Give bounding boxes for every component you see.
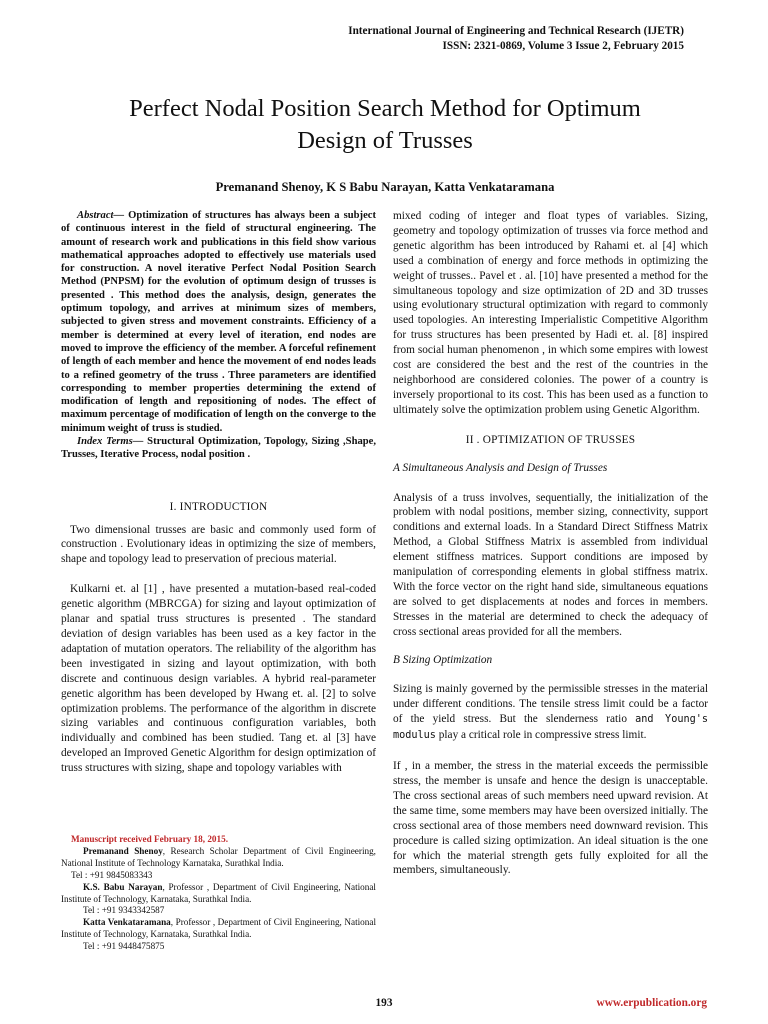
index-terms-text: Structural Optimization, Topology, Sizing ,Shape, Trusses, Iterative Process, nodal position . — [61, 436, 377, 461]
author-2-affiliation: K.S. Babu Narayan, Professor , Department of Civil Engineering, National Institute of Technology, Karnataka, Surathkal India. — [61, 881, 376, 904]
author-list: Premanand Shenoy, K S Babu Narayan, Katta Venkataramana — [215, 180, 555, 194]
index-terms-label: Index Terms— — [77, 436, 144, 448]
page-number: 193 — [375, 997, 393, 1009]
author-footnote — [61, 834, 376, 953]
abstract-label: Abstract— — [77, 210, 125, 221]
author-3-name: Katta Venkataramana — [83, 917, 171, 928]
right-column — [393, 209, 708, 878]
section-heading-introduction: I. INTRODUCTION — [169, 500, 268, 513]
section-heading-optimization: II . OPTIMIZATION OF TRUSSES — [465, 433, 636, 446]
modulus-symbol-text: and Young's modulus — [393, 714, 708, 742]
journal-header — [224, 24, 684, 54]
sizing-paragraph-1: Sizing is mainly governed by the permissible stresses in the material under different conditions. The tensile stress limit could be a factor of the yield stress. But the slenderness ratio and Young's modulus play a critical role in compressive stress limit. — [393, 683, 708, 742]
author-2-name: K.S. Babu Narayan — [83, 881, 163, 892]
author-1-tel: Tel : +91 9845083343 — [71, 869, 153, 880]
author-2-tel: Tel : +91 9343342587 — [83, 905, 165, 916]
subsection-a-paragraph: Analysis of a truss involves, sequentially, the initialization of the problem with nodal positions, member sizing, connectivity, support conditions and external loads. In a Standard Direct Stiffness Matrix Method, a Global Stiffness Matrix is assembled from individual element stiffness matrices. Support conditions are imposed by manipulation of corresponding elements in global stiffness matrix. With the force vector on the right hand side, simultaneous equations are solved to get displacements at nodes and forces in members. Stresses in the material are determined to check the adequacy of cross sectional areas provided for all the members. — [393, 491, 708, 638]
author-3-tel: Tel : +91 9448475875 — [83, 941, 165, 952]
title-line-1: Perfect Nodal Position Search Method for Optimum — [129, 95, 641, 122]
publisher-url[interactable]: www.erpublication.org — [596, 997, 707, 1009]
sizing-paragraph-2: If , in a member, the stress in the material exceeds the permissible stress, the member is unsafe and hence the design is unacceptable. The cross sectional areas of such members need upward revision. At the same time, some members may have been oversized initially. The cross sectional area of those members need downward revision. This procedure is called sizing optimization. An ideal situation is the one for which the material strength gets fully exploited for all the members, simultaneously. — [393, 760, 708, 877]
subsection-heading-a: A Simultaneous Analysis and Design of Trusses — [393, 461, 608, 474]
subsection-heading-b: B Sizing Optimization — [393, 653, 493, 666]
abstract-text: Optimization of structures has always been a subject of continuous interest in the field of structural engineering. The amount of research work and publications in this field show various mathematical approaches adopted to effectively use materials used for construction. A novel iterative Perfect Nodal Position Search Method (PNPSM) for the evolution of optimum design of trusses is presented . This method does the analysis, design, generates the optimum topology, and arrives at minimum sizes of members, subjected to given stress and movement constraints. Efficiency of a member is determined at every level of iteration, end nodes are moved to improve the efficiency of the member. A forceful refinement of length of each member and hence the movement of end nodes leads to a refined geometry of the truss . Three parameters are identified corresponding to member properties determining the extend of modification of length and repositioning of nodes. The effect of maximum percentage of modification of length on the converge to the minimum weight of truss is studied. — [61, 210, 376, 434]
author-3-affiliation: Katta Venkataramana, Professor , Department of Civil Engineering, National Institute of Technology, Karnataka, Surathkal India. — [61, 917, 376, 940]
literature-review-continued: mixed coding of integer and float types of variables. Sizing, geometry and topology optimization of trusses via force method and genetic algorithm has been introduced by Rahami et. al [4] which used a combination of energy and force methods in optimizing the weight of trusses.. Pavel et . al. [10] have presented a method for the simultaneous topology and size optimization of 2D and 3D trusses using evolutionary structural optimization with regard to commonly used topologies. An interesting Imperialistic Competitive Algorithm for truss structures has been presented by Hadi et. al. [8] inspired from social human phenomenon , in which some empires with lowest cost are considered the best and the rest of the countries in the neighborhood are considered colonies. The power of a country is inversely proportional to its cost. This has been used as a function to ultimately solve the optimization problem using Genetic Algorithm. — [393, 210, 708, 416]
paper-title — [40, 93, 730, 157]
abstract — [61, 209, 376, 435]
author-1-affiliation: Premanand Shenoy, Research Scholar Department of Civil Engineering, National Institute of Technology Karnataka, Surathkal India. — [61, 845, 376, 868]
intro-paragraph-1: Two dimensional trusses are basic and commonly used form of construction . Evolutionary ideas in optimizing the size of members, shape and topology lead to preservation of precious material. — [61, 523, 376, 566]
author-1-name: Premanand Shenoy — [83, 845, 163, 856]
title-line-2: Design of Trusses — [297, 127, 473, 154]
journal-issn: ISSN: 2321-0869, Volume 3 Issue 2, February 2015 — [442, 40, 684, 52]
journal-name: International Journal of Engineering and Technical Research (IJETR) — [348, 25, 684, 37]
manuscript-received: Manuscript received February 18, 2015. — [71, 834, 229, 844]
intro-paragraph-2: Kulkarni et. al [1] , have presented a mutation-based real-coded genetic algorithm (MBRCGA) for sizing and layout optimization of planar and spatial truss structures is presented . The standard deviation of design variables has been used as a key factor in the adaptation of mutation operators. The reliability of the algorithm has been investigated in sizing and layout optimization, with both discrete and continuous design variables. A hybrid real-parameter genetic algorithm has been developed by Hwang et. al. [2] to solve optimization problems. The performance of the algorithm in discrete sizing variables and continuous configuration variables, both individually and combined has been studied. Tang et. al [3] have developed an Improved Genetic Algorithm for design optimization of truss structures with sizing, shape and topology variables with — [61, 583, 376, 775]
index-terms — [61, 435, 376, 462]
left-column — [61, 209, 376, 776]
